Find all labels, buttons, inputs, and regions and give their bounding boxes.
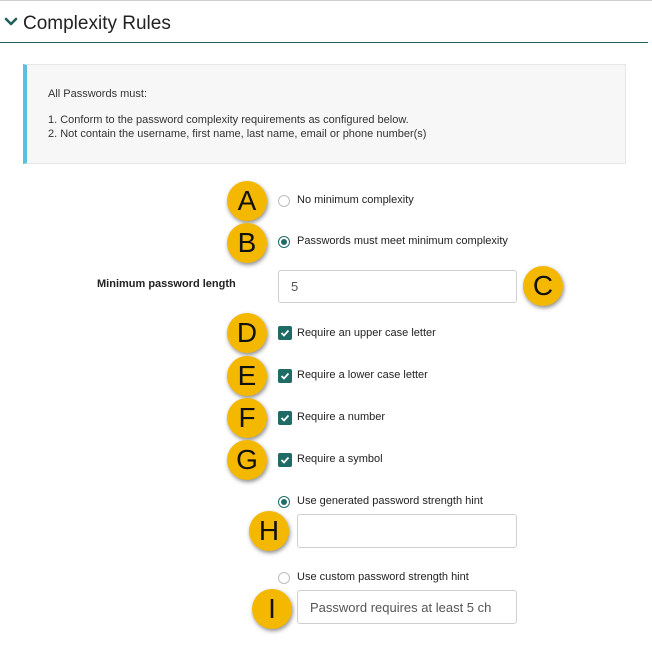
require-number-label[interactable]: Require a number xyxy=(297,411,386,423)
custom-hint-label[interactable]: Use custom password strength hint xyxy=(297,571,469,583)
info-rule: 1. Conform to the password complexity requirements as configured below. xyxy=(48,114,409,126)
callout-h: H xyxy=(249,511,289,551)
top-divider xyxy=(0,0,652,1)
require-uppercase-label[interactable]: Require an upper case letter xyxy=(297,327,436,339)
minimum-complexity-label[interactable]: Passwords must meet minimum complexity xyxy=(297,235,508,247)
require-uppercase-checkbox[interactable] xyxy=(278,326,292,340)
generated-hint-input[interactable] xyxy=(297,514,517,548)
callout-i: I xyxy=(252,589,292,629)
require-number-checkbox[interactable] xyxy=(278,411,292,425)
checkmark-icon xyxy=(280,371,290,381)
complexity-rules-header[interactable] xyxy=(0,5,648,43)
require-symbol-label[interactable]: Require a symbol xyxy=(297,453,383,465)
generated-hint-label[interactable]: Use generated password strength hint xyxy=(297,495,483,507)
no-minimum-complexity-radio[interactable] xyxy=(278,195,290,207)
callout-c: C xyxy=(523,266,563,306)
checkmark-icon xyxy=(280,413,290,423)
checkmark-icon xyxy=(280,455,290,465)
info-intro: All Passwords must: xyxy=(48,88,148,100)
callout-d: D xyxy=(227,313,267,353)
callout-f: F xyxy=(227,398,267,438)
custom-hint-radio[interactable] xyxy=(278,572,290,584)
generated-hint-radio[interactable] xyxy=(278,496,290,508)
info-rules-list xyxy=(48,113,426,141)
custom-hint-input[interactable] xyxy=(297,590,517,624)
checkmark-icon xyxy=(280,328,290,338)
require-lowercase-checkbox[interactable] xyxy=(278,369,292,383)
no-minimum-complexity-label[interactable]: No minimum complexity xyxy=(297,194,414,206)
require-symbol-checkbox[interactable] xyxy=(278,453,292,467)
callout-b: B xyxy=(227,223,267,263)
info-rule: 2. Not contain the username, first name, last name, email or phone number(s) xyxy=(48,128,427,140)
chevron-down-icon[interactable] xyxy=(4,16,18,28)
min-password-length-input[interactable] xyxy=(278,270,517,303)
password-rules-info xyxy=(23,64,626,164)
min-password-length-label: Minimum password length xyxy=(97,278,236,290)
minimum-complexity-radio[interactable] xyxy=(278,236,290,248)
section-title: Complexity Rules xyxy=(23,13,171,34)
callout-e: E xyxy=(227,356,267,396)
callout-g: G xyxy=(227,440,267,480)
callout-a: A xyxy=(227,181,267,221)
require-lowercase-label[interactable]: Require a lower case letter xyxy=(297,369,428,381)
